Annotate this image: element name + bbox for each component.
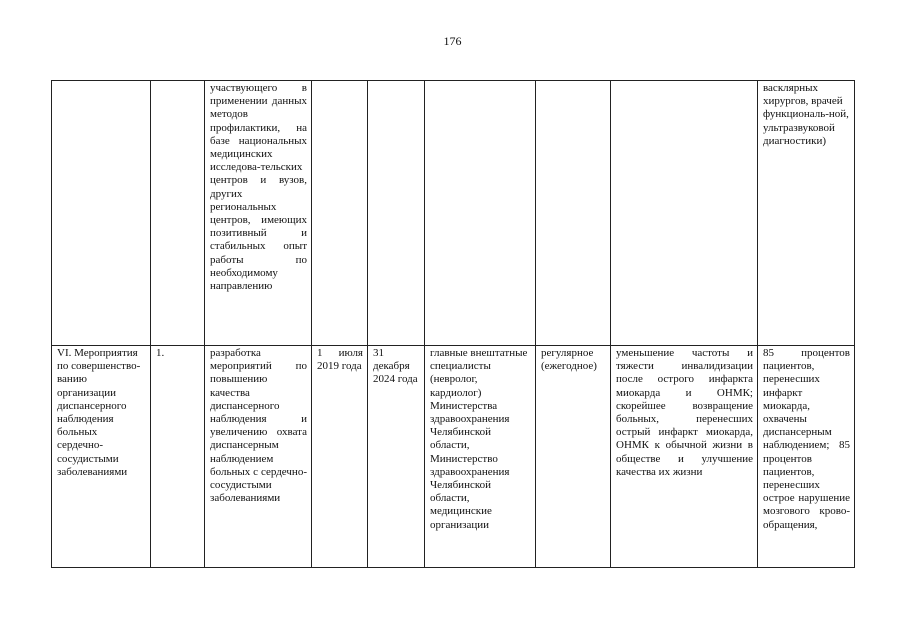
table-row-continued: [52, 81, 855, 346]
cell-indicator-continued: васклярных хирургов, врачей функциональ-ной, ультразвуковой диагностики): [758, 81, 855, 346]
cell-periodicity-empty: [536, 81, 611, 346]
measures-table: [51, 80, 855, 568]
cell-section-empty: [52, 81, 151, 346]
cell-start-empty: [312, 81, 368, 346]
cell-periodicity: регулярное (ежегодное): [536, 346, 611, 568]
cell-indicator: 85 процентов пациентов, перенесших инфаркт миокарда, охвачены диспансерным наблюдением; 85 процентов пациентов, перенесших острое нарушение мозгового крово-обращения,: [758, 346, 855, 568]
cell-result-empty: [611, 81, 758, 346]
cell-responsible-empty: [425, 81, 536, 346]
cell-event: разработка мероприятий по повышению качества диспансерного наблюдения и увеличению охвата диспансерным наблюдением больных с сердечно-сосудистыми заболеваниями: [205, 346, 312, 568]
cell-end-date: 31 декабря 2024 года: [368, 346, 425, 568]
table-row-section-vi: [52, 346, 855, 568]
cell-item-number: 1.: [151, 346, 205, 568]
cell-number-empty: [151, 81, 205, 346]
cell-start-date: 1 июля 2019 года: [312, 346, 368, 568]
cell-result: уменьшение частоты и тяжести инвалидизации после острого инфаркта миокарда и ОНМК; скорейшее возвращение больных, перенесших острый инфаркт миокарда, ОНМК к обычной жизни в обществе и улучшение качества их жизни: [611, 346, 758, 568]
cell-section-title: VI. Мероприятия по совершенство-ванию организации диспансерного наблюдения больных сердечно-сосудистыми заболеваниями: [52, 346, 151, 568]
page-number: 176: [443, 34, 462, 48]
cell-event-continued: участвующего в применении данных методов профилактики, на базе национальных медицинских исследова-тельских центров и вузов, других региональных центров, имеющих позитивный и стабильных опыт работы по необходимому направлению: [205, 81, 312, 346]
cell-responsible: главные внештатные специалисты (невролог, кардиолог) Министерства здравоохранения Челябинской области, Министерство здравоохранения Челябинской области, медицинские организации: [425, 346, 536, 568]
cell-end-empty: [368, 81, 425, 346]
